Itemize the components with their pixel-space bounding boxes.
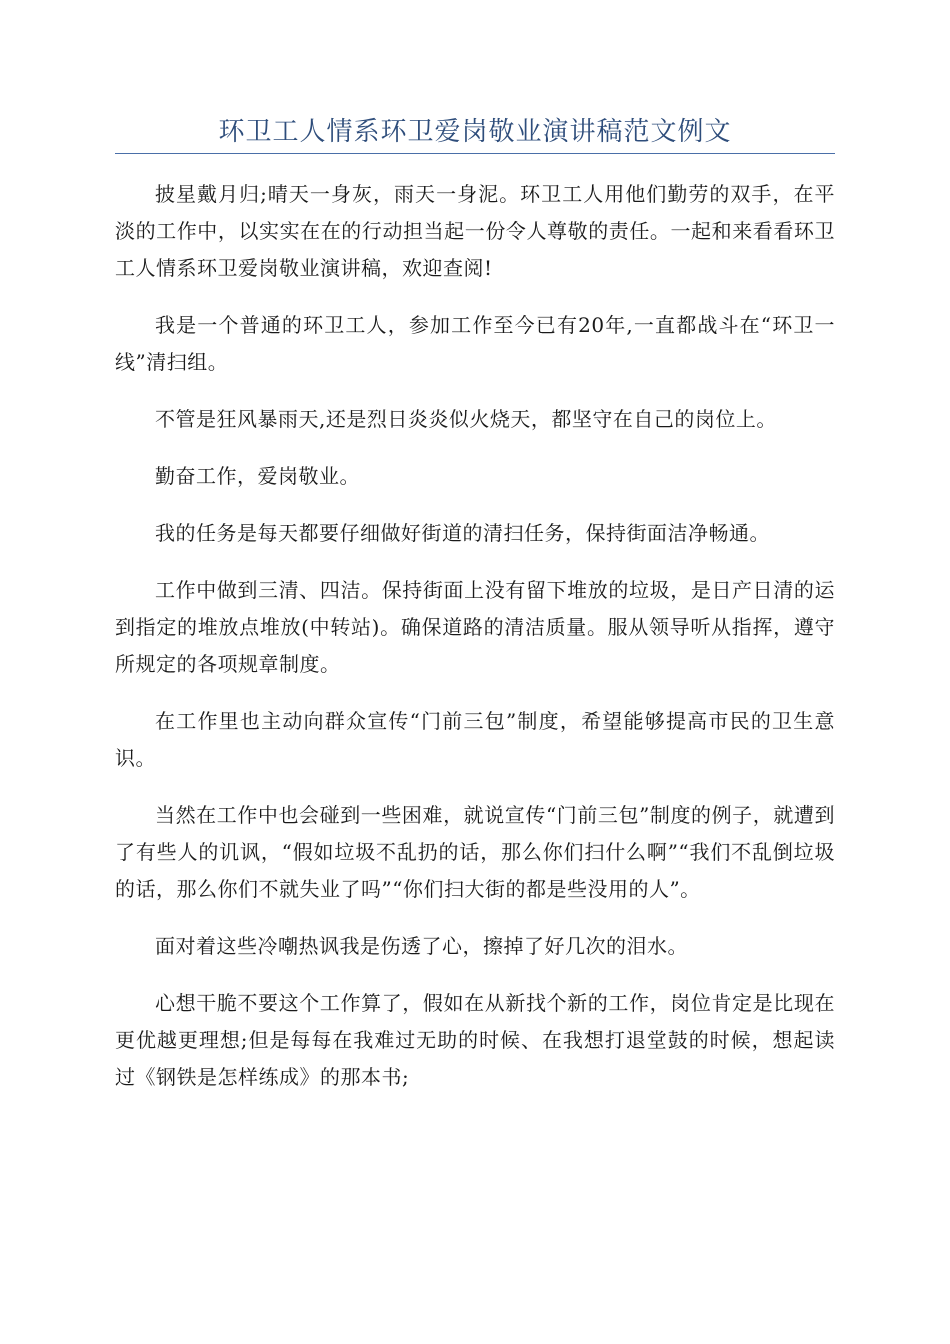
paragraph: 披星戴月归;晴天一身灰，雨天一身泥。环卫工人用他们勤劳的双手，在平淡的工作中，以实实在在的行动担当起一份令人尊敬的责任。一起和来看看环卫工人情系环卫爱岗敬业演讲稿，欢迎查阅! [115,182,835,280]
paragraph: 不管是狂风暴雨天,还是烈日炎炎似火烧天，都坚守在自己的岗位上。 [155,407,777,431]
paragraph: 心想干脆不要这个工作算了，假如在从新找个新的工作，岗位肯定是比现在更优越更理想;但是每每在我难过无助的时候、在我想打退堂鼓的时候，想起读过《钢铁是怎样练成》的那本书; [115,991,835,1089]
title-underline-rule [115,153,835,154]
paragraph: 我是一个普通的环卫工人，参加工作至今已有20年,一直都战斗在“环卫一线”清扫组。 [115,313,835,374]
paragraph: 面对着这些冷嘲热讽我是伤透了心，擦掉了好几次的泪水。 [155,934,688,958]
document-title: 环卫工人情系环卫爱岗敬业演讲稿范文例文 [218,117,732,147]
paragraph: 勤奋工作，爱岗敬业。 [155,464,360,488]
document-body [115,176,835,1116]
paragraph: 我的任务是每天都要仔细做好街道的清扫任务，保持街面洁净畅通。 [155,521,770,545]
paragraph: 在工作里也主动向群众宣传“门前三包”制度，希望能够提高市民的卫生意识。 [115,709,835,770]
paragraph: 工作中做到三清、四洁。保持街面上没有留下堆放的垃圾，是日产日清的运到指定的堆放点堆放(中转站)。确保道路的清洁质量。服从领导听从指挥，遵守所规定的各项规章制度。 [115,578,835,676]
paragraph: 当然在工作中也会碰到一些困难，就说宣传“门前三包”制度的例子，就遭到了有些人的讥讽，“假如垃圾不乱扔的话，那么你们扫什么啊”“我们不乱倒垃圾的话，那么你们不就失业了吗”“你们扫大街的都是些没用的人”。 [115,803,835,901]
